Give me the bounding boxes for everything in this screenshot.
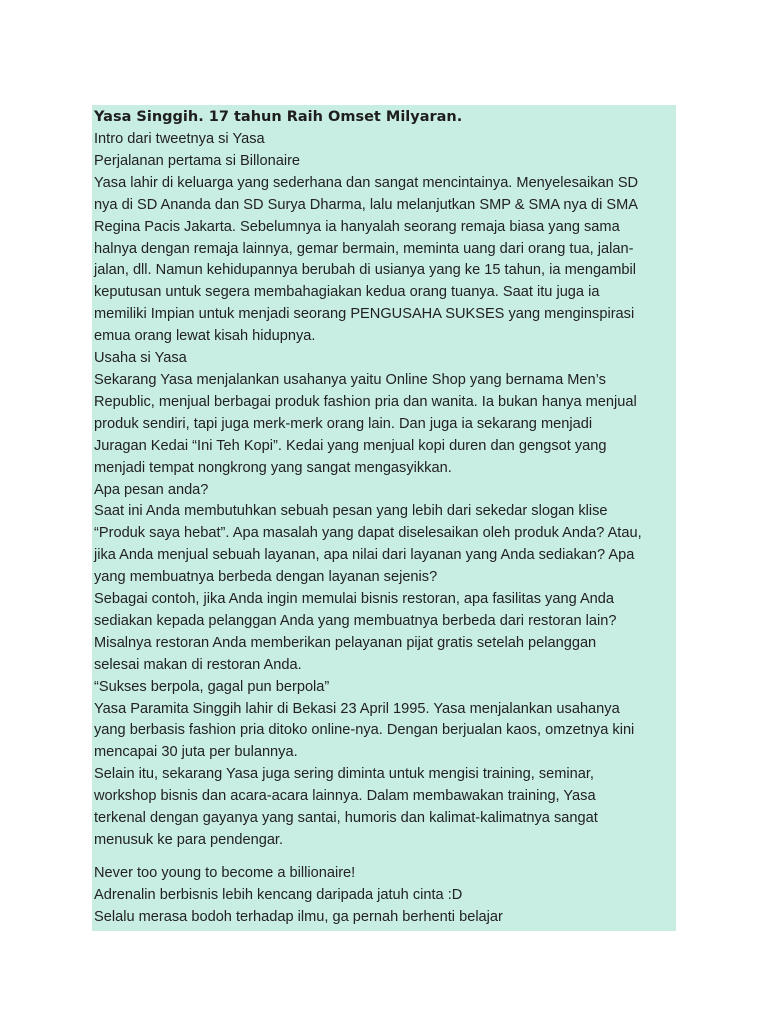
text-line: yang membuatnya berbeda dengan layanan sejenis?: [94, 569, 438, 586]
text-line: Apa pesan anda?: [94, 481, 209, 498]
text-line: terkenal dengan gayanya yang santai, humoris dan kalimat-kalimatnya sangat: [94, 810, 598, 827]
text-line: mencapai 30 juta per bulannya.: [94, 744, 298, 761]
paragraph-gap: [92, 852, 676, 863]
text-line: halnya dengan remaja lainnya, gemar bermain, meminta uang dari orang tua, jalan-: [94, 240, 634, 257]
document-text-block: [92, 105, 676, 931]
document-body: [92, 129, 676, 852]
text-line: menjadi tempat nongkrong yang sangat mengasyikkan.: [94, 459, 452, 476]
text-line: “Sukses berpola, gagal pun berpola”: [94, 678, 330, 695]
text-line: Adrenalin berbisnis lebih kencang daripada jatuh cinta :D: [94, 886, 463, 903]
text-line: Yasa lahir di keluarga yang sederhana dan sangat mencintainya. Menyelesaikan SD: [94, 174, 639, 191]
text-line: Intro dari tweetnya si Yasa: [94, 131, 265, 147]
text-line: Saat ini Anda membutuhkan sebuah pesan yang lebih dari sekedar slogan klise: [94, 503, 608, 520]
text-line: emua orang lewat kisah hidupnya.: [94, 328, 316, 345]
text-line: Sebagai contoh, jika Anda ingin memulai bisnis restoran, apa fasilitas yang Anda: [94, 591, 615, 608]
text-line: “Produk saya hebat”. Apa masalah yang dapat diselesaikan oleh produk Anda? Atau,: [94, 525, 642, 542]
text-line: menusuk ke para pendengar.: [94, 832, 284, 848]
text-line: produk sendiri, tapi juga merk-merk orang lain. Dan juga ia sekarang menjadi: [94, 415, 593, 432]
text-line: Republic, menjual berbagai produk fashion pria dan wanita. Ia bukan hanya menjual: [94, 393, 637, 410]
text-line: Usaha si Yasa: [94, 350, 187, 367]
text-line: nya di SD Ananda dan SD Surya Dharma, lalu melanjutkan SMP & SMA nya di SMA: [94, 196, 639, 213]
text-line: yang berbasis fashion pria ditoko online-nya. Dengan berjualan kaos, omzetnya kini: [94, 722, 635, 739]
text-line: Selalu merasa bodoh terhadap ilmu, ga pernah berhenti belajar: [94, 908, 503, 925]
text-line: selesai makan di restoran Anda.: [94, 656, 302, 673]
text-line: Sekarang Yasa menjalankan usahanya yaitu Online Shop yang bernama Men’s: [94, 371, 606, 388]
text-line: jika Anda menjual sebuah layanan, apa nilai dari layanan yang Anda sediakan? Apa: [94, 547, 635, 564]
text-line: Regina Pacis Jakarta. Sebelumnya ia hanyalah seorang remaja biasa yang sama: [94, 218, 620, 235]
text-line: Misalnya restoran Anda memberikan pelayanan pijat gratis setelah pelanggan: [94, 634, 597, 651]
text-line: Yasa Paramita Singgih lahir di Bekasi 23 April 1995. Yasa menjalankan usahanya: [94, 700, 620, 717]
text-line: memiliki Impian untuk menjadi seorang PENGUSAHA SUKSES yang menginspirasi: [94, 306, 635, 323]
document-title: Yasa Singgih. 17 tahun Raih Omset Milyaran.: [94, 109, 463, 125]
document-closing-lines: [92, 863, 676, 929]
text-line: keputusan untuk segera membahagiakan kedua orang tuanya. Saat itu juga ia: [94, 284, 600, 301]
text-line: sediakan kepada pelanggan Anda yang membuatnya berbeda dari restoran lain?: [94, 612, 617, 629]
text-line: Perjalanan pertama si Billonaire: [94, 152, 301, 169]
text-line: workshop bisnis dan acara-acara lainnya. Dalam membawakan training, Yasa: [94, 788, 596, 805]
text-line: Selain itu, sekarang Yasa juga sering diminta untuk mengisi training, seminar,: [94, 766, 594, 783]
text-line: Juragan Kedai “Ini Teh Kopi”. Kedai yang menjual kopi duren dan gengsot yang: [94, 437, 607, 454]
text-line: Never too young to become a billionaire!: [94, 864, 356, 881]
text-line: jalan, dll. Namun kehidupannya berubah di usianya yang ke 15 tahun, ia mengambil: [94, 262, 636, 279]
